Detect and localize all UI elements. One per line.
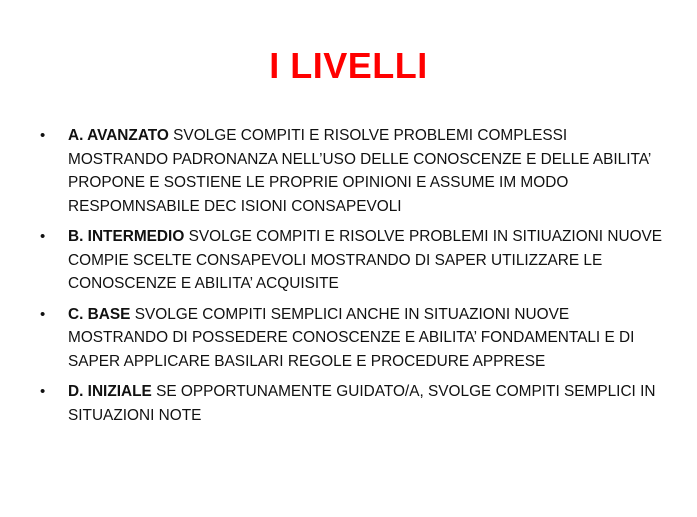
level-item-intermediate <box>40 225 670 296</box>
level-label: D. INIZIALE <box>68 383 152 400</box>
slide-title: I LIVELLI <box>269 45 428 86</box>
level-label: C. BASE <box>68 305 131 323</box>
bullet-icon: • <box>40 305 46 323</box>
bullet-icon: • <box>40 228 46 245</box>
level-description: SVOLGE COMPITI SEMPLICI ANCHE IN SITUAZIONI NUOVE MOSTRANDO DI POSSEDERE CONOSCENZE E ABILITA’ FONDAMENTALI E DI SAPER APPLICARE BASILARI REGOLE E PROCEDURE APPRESE <box>68 305 635 370</box>
bullet-icon: • <box>40 127 46 144</box>
level-item-base <box>40 303 670 374</box>
level-description: SVOLGE COMPITI E RISOLVE PROBLEMI IN SITIUAZIONI NUOVE COMPIE SCELTE CONSAPEVOLI MOSTRANDO DI SAPER UTILIZZARE LE CONOSCENZE E ABILITA’ ACQUISITE <box>68 228 663 292</box>
levels-list <box>40 124 670 434</box>
level-description: SVOLGE COMPITI E RISOLVE PROBLEMI COMPLESSI MOSTRANDO PADRONANZA NELL’USO DELLE CONOSCENZE E DELLE ABILITA’ PROPONE E SOSTIENE LE PROPRIE OPINIONI E ASSUME IM MODO RESPOMNSABILE DEC ISIONI CONSAPEVOLI <box>68 127 651 215</box>
level-item-advanced <box>40 124 670 218</box>
level-label: B. INTERMEDIO <box>68 228 185 245</box>
level-label: A. AVANZATO <box>68 127 169 144</box>
bullet-icon: • <box>40 383 46 400</box>
level-item-initial <box>40 380 670 427</box>
level-description: SE OPPORTUNAMENTE GUIDATO/A, SVOLGE COMPITI SEMPLICI IN SITUAZIONI NOTE <box>68 383 656 424</box>
